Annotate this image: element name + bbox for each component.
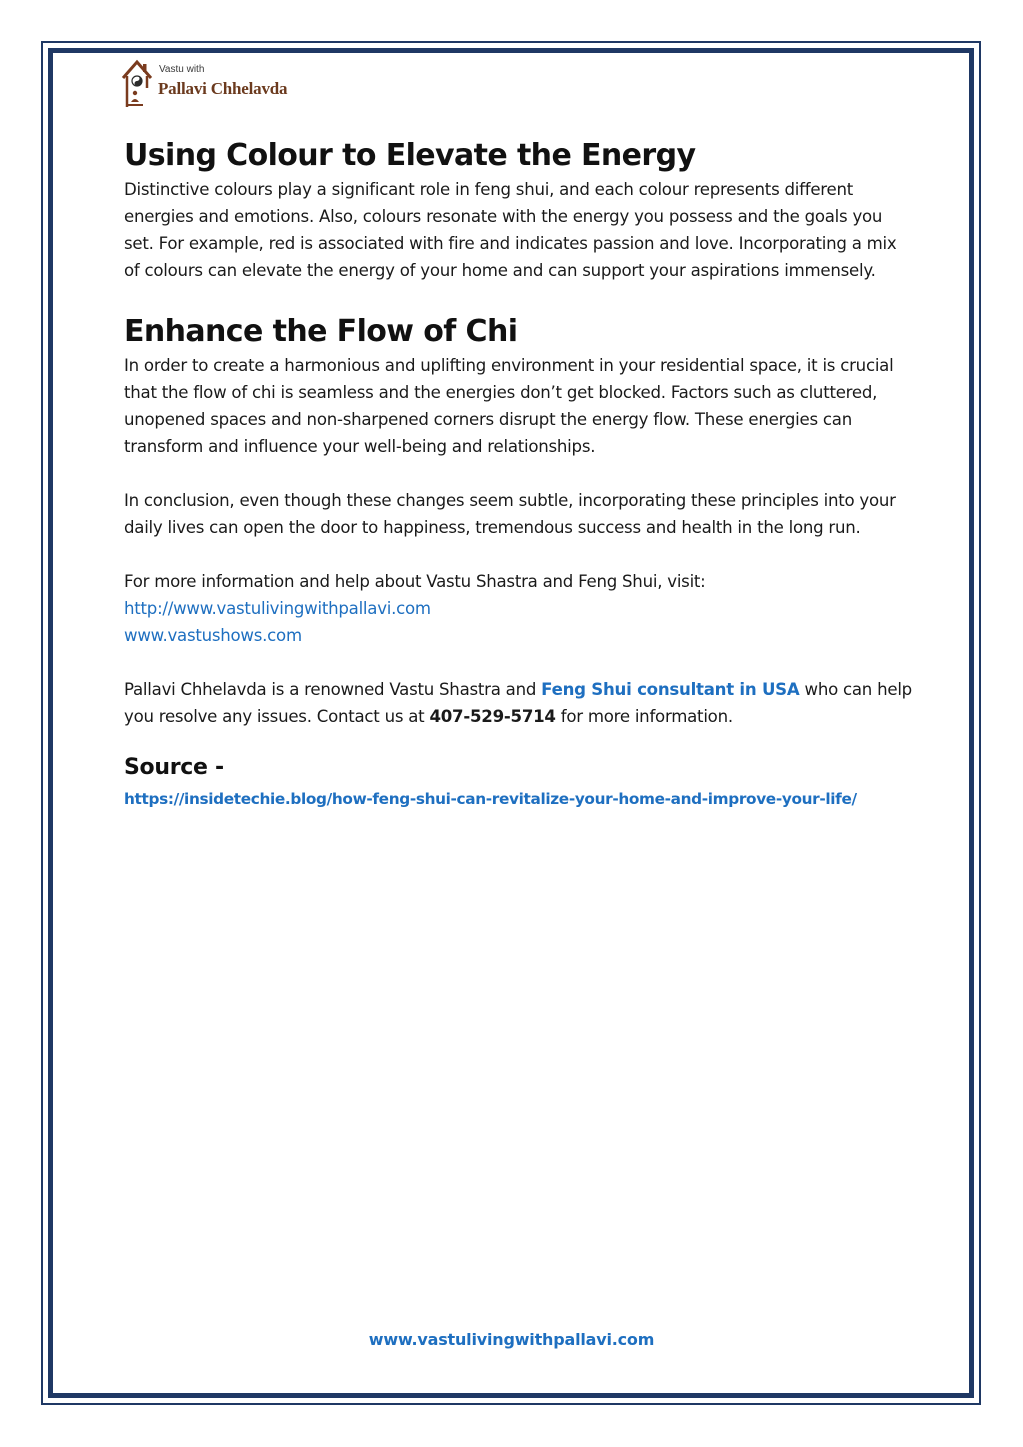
- website-link[interactable]: http://www.vastulivingwithpallavi.com: [124, 599, 431, 618]
- about-text-2: who can help you resolve any issues. Contact us at: [124, 680, 912, 726]
- section-body-chi: In order to create a harmonious and uplifting environment in your residential space, it is crucial that the flow of chi is seamless and the energies don’t get blocked. Factors such as cluttered, unopened spaces and non-sharpened corners disrupt the energy flow. These energies can transform and influence your well-being and relationships.: [124, 356, 894, 456]
- about-paragraph: [124, 676, 914, 730]
- phone-number: 407-529-5714: [429, 707, 556, 726]
- source-heading: Source -: [124, 755, 224, 780]
- section-body-colour: Distinctive colours play a significant role in feng shui, and each colour represents different energies and emotions. Also, colours resonate with the energy you possess and the goals you set. For example, red is associated with fire and indicates passion and love. Incorporating a mix of colours can elevate the energy of your home and can support your aspirations immensely.: [124, 180, 897, 280]
- more-info-text: For more information and help about Vastu Shastra and Feng Shui, visit:: [124, 572, 706, 591]
- house-logo-icon: [121, 58, 157, 110]
- footer-website-link[interactable]: www.vastulivingwithpallavi.com: [368, 1330, 655, 1349]
- logo-name: Pallavi Chhelavda: [158, 79, 288, 98]
- logo-tagline: Vastu with: [159, 64, 205, 75]
- brand-logo: [121, 58, 288, 110]
- consultant-link[interactable]: Feng Shui consultant in USA: [541, 680, 800, 699]
- section-heading-colour: Using Colour to Elevate the Energy: [124, 138, 696, 173]
- source-link[interactable]: https://insidetechie.blog/how-feng-shui-can-revitalize-your-home-and-improve-your-life/: [124, 790, 857, 808]
- conclusion-paragraph: In conclusion, even though these changes seem subtle, incorporating these principles into your daily lives can open the door to happiness, tremendous success and health in the long run.: [124, 491, 896, 537]
- article-content: [124, 136, 914, 814]
- section-heading-chi: Enhance the Flow of Chi: [124, 314, 518, 349]
- vastushows-link[interactable]: www.vastushows.com: [124, 626, 302, 645]
- about-text-3: for more information.: [555, 707, 733, 726]
- about-text-1: Pallavi Chhelavda is a renowned Vastu Shastra and: [124, 680, 542, 699]
